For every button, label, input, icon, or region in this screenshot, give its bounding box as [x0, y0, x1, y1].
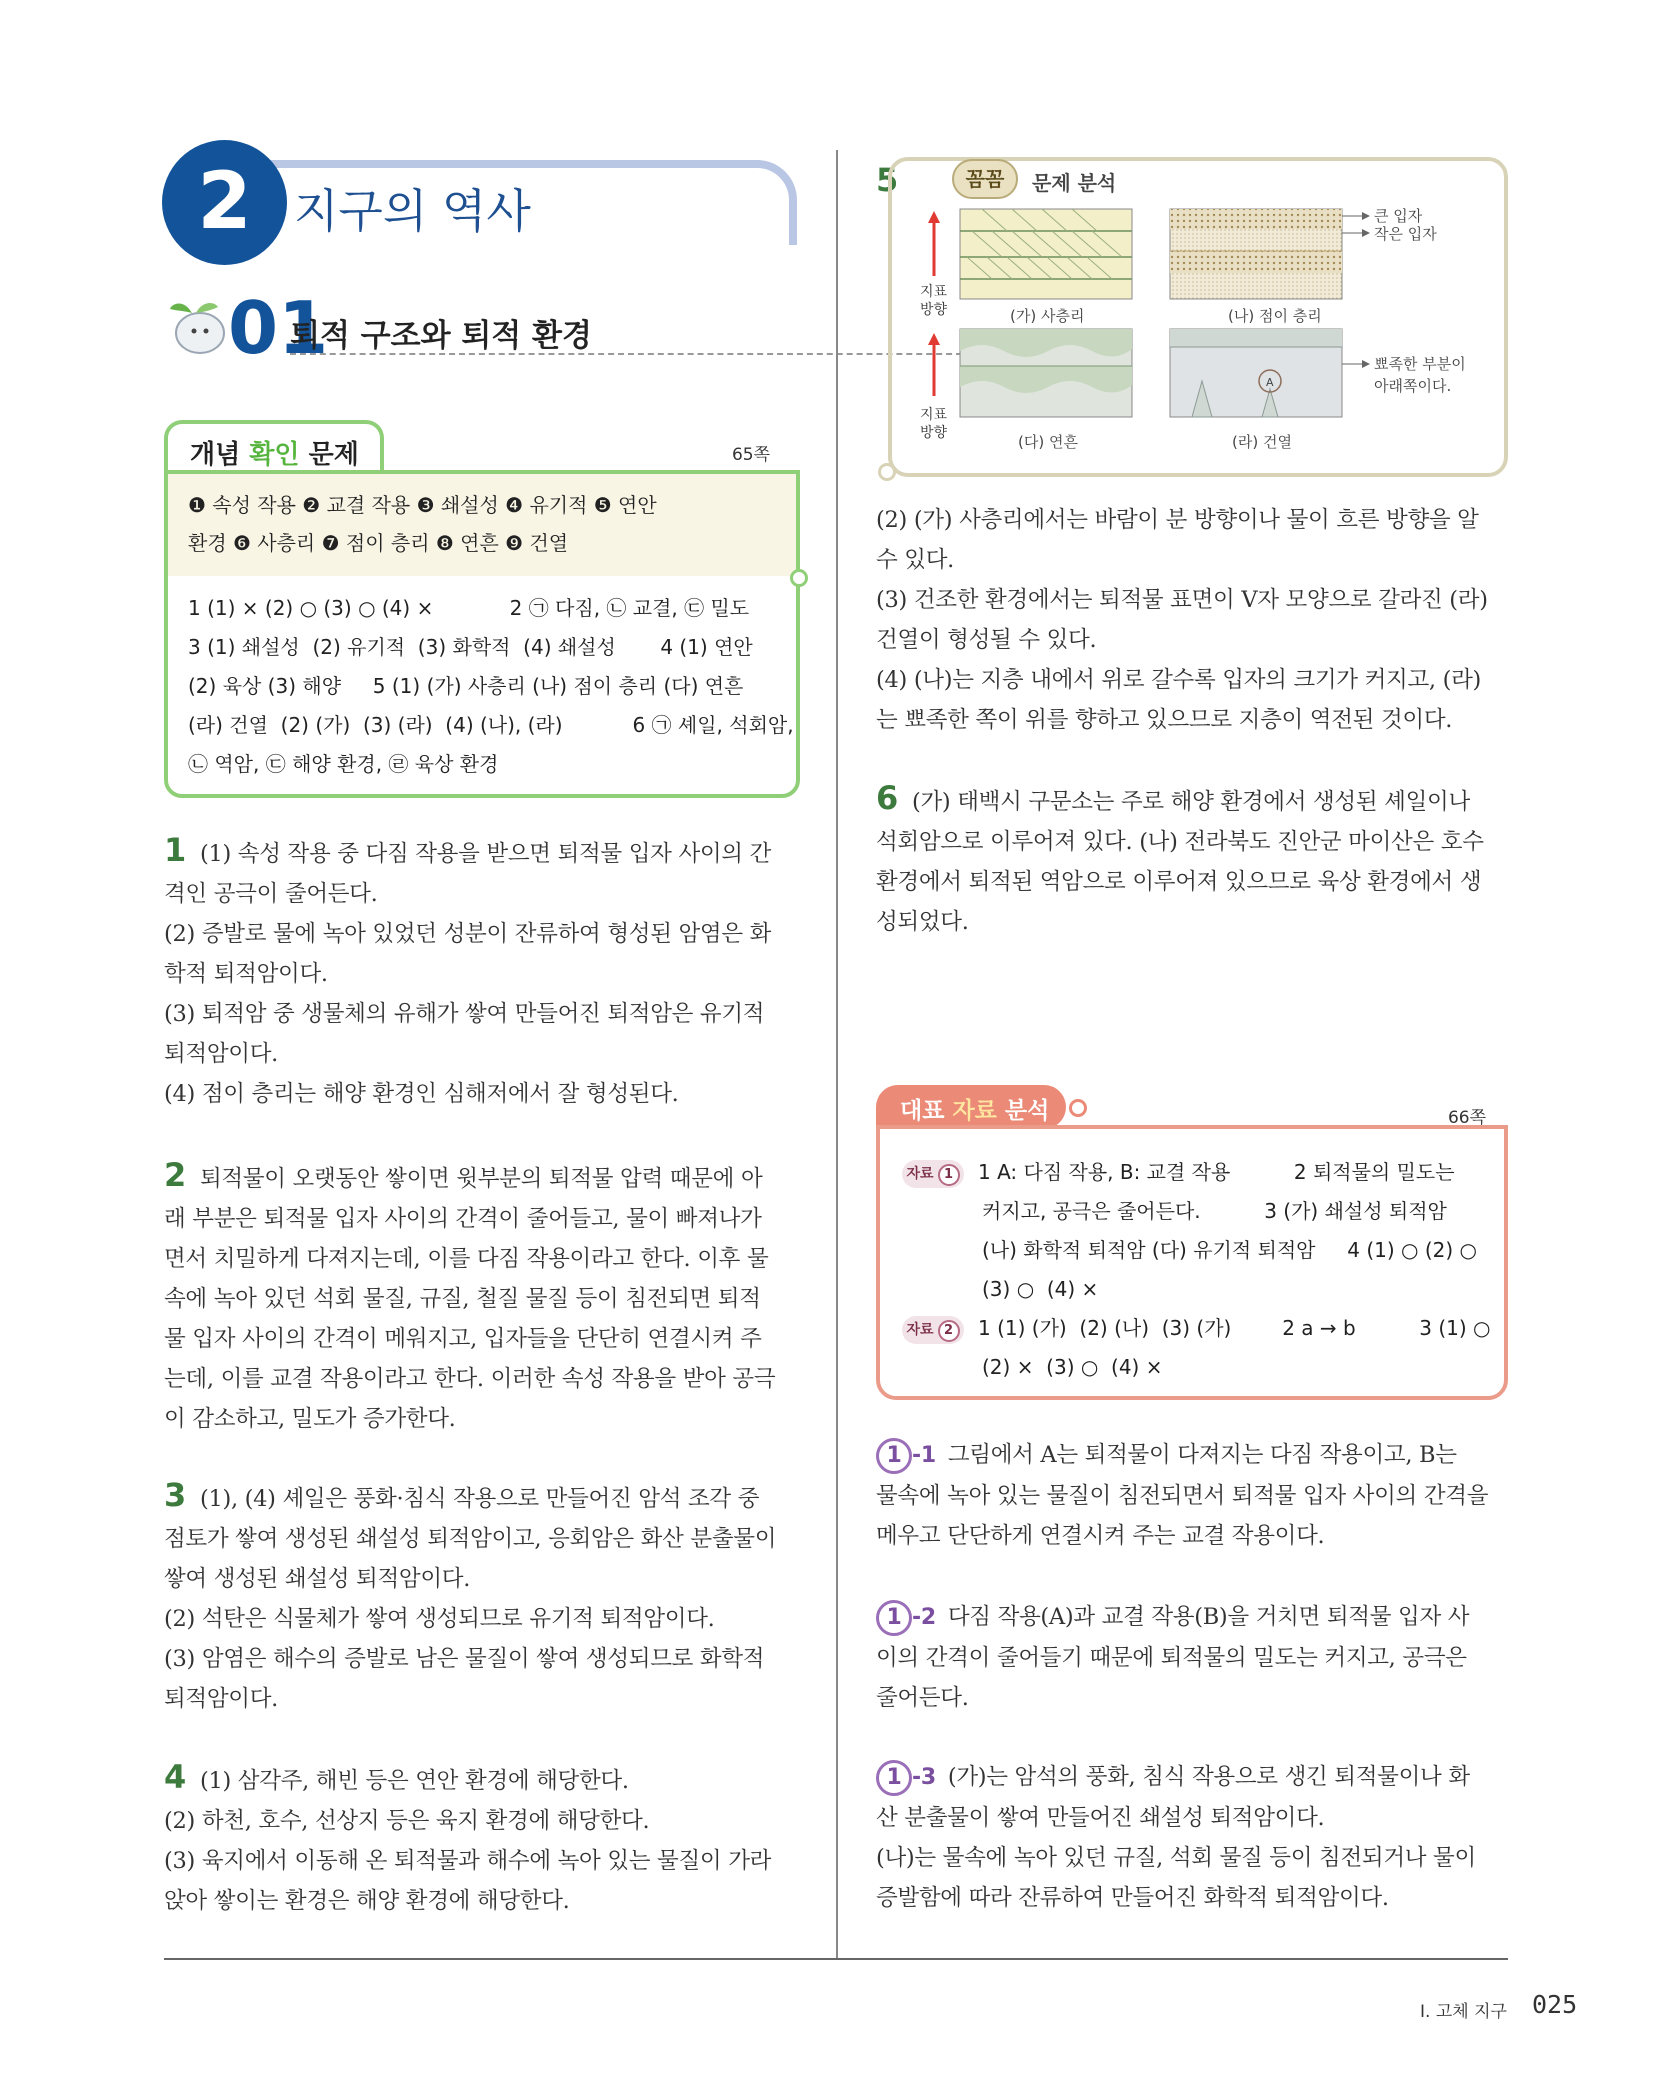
- representative-data-box: [876, 1085, 1508, 1400]
- up-arrow-icon: [928, 333, 940, 345]
- data-2-row: [902, 1309, 1491, 1387]
- badge-number: 2: [938, 1320, 960, 1342]
- concept-page-ref: 65쪽: [731, 445, 770, 465]
- text-line: 앉아 쌓이는 환경은 해양 환경에 해당한다.: [164, 1888, 570, 1914]
- section-number: 01: [228, 286, 329, 370]
- text-line: 물 입자 사이의 간격이 메워지고, 입자들을 단단히 연결시켜 주: [164, 1326, 762, 1352]
- item-number: 5: [876, 161, 899, 199]
- explanation-6: [876, 778, 1512, 942]
- answer-line: ㉡ 역암, ㉢ 해양 환경, ㉣ 육상 환경: [188, 752, 499, 776]
- text-line: 퇴적물이 오랫동안 쌓이면 윗부분의 퇴적물 압력 때문에 아: [199, 1166, 763, 1192]
- explanation-3: [164, 1475, 804, 1719]
- mud-cracks-diagram: [1170, 329, 1466, 451]
- key-terms-line: ❶ 속성 작용 ❷ 교결 작용 ❸ 쇄설성 ❹ 유기적 ❺ 연안: [188, 493, 657, 517]
- text-line: 속에 녹아 있던 석회 물질, 규질, 철질 물질 등이 침전되면 퇴적: [164, 1286, 761, 1312]
- badge-text: 문제 분석: [1032, 171, 1117, 195]
- text-line: 산 분출물이 쌓여 만들어진 쇄설성 퇴적암이다.: [876, 1805, 1325, 1831]
- item-number: 6: [876, 779, 898, 817]
- data-badge: [902, 1316, 964, 1344]
- text-line: 학적 퇴적암이다.: [164, 961, 328, 987]
- text-line: 퇴적암이다.: [164, 1686, 279, 1712]
- text-line: 이 감소하고, 밀도가 증가한다.: [164, 1406, 456, 1432]
- data-explanation-1-1: [876, 1435, 1512, 1556]
- graded-bedding-diagram: [1170, 207, 1437, 325]
- text-line: (나)는 물속에 녹아 있던 규질, 석회 물질 등이 침전되거나 물이: [876, 1845, 1476, 1871]
- surface-label: 지표: [920, 407, 948, 423]
- chapter-number: 2: [162, 140, 287, 265]
- text-line: (2) 석탄은 식물체가 쌓여 생성되므로 유기적 퇴적암이다.: [164, 1606, 715, 1632]
- text-line: (1) 속성 작용 중 다짐 작용을 받으면 퇴적물 입자 사이의 간: [199, 841, 772, 867]
- explanation-5: [876, 500, 1512, 740]
- explanation-2: [164, 1155, 804, 1439]
- title-part: 분석: [996, 1098, 1050, 1124]
- text-line: 증발함에 따라 잔류하여 만들어진 화학적 퇴적암이다.: [876, 1885, 1389, 1911]
- explanation-1: [164, 830, 804, 1114]
- badge-label: 꼼꼼: [952, 159, 1018, 199]
- text-line: (3) 퇴적암 중 생물체의 유해가 쌓여 만들어진 퇴적암은 유기적: [164, 1001, 765, 1027]
- text-line: 면서 치밀하게 다져지는데, 이를 다짐 작용이라고 한다. 이후 물: [164, 1246, 769, 1272]
- legend-label: 큰 입자: [1374, 207, 1423, 225]
- figure-caption: (나) 점이 층리: [1228, 307, 1322, 325]
- rep-box-title: [876, 1085, 1066, 1129]
- footer-unit: I. 고체 지구: [1420, 2002, 1507, 2022]
- item-number: 3: [164, 1476, 186, 1514]
- text-line: (가) 태백시 구문소는 주로 해양 환경에서 생성된 셰일이나: [911, 789, 1470, 815]
- key-terms: [168, 474, 796, 576]
- text-line: 는 뾰족한 쪽이 위를 향하고 있으므로 지층이 역전된 것이다.: [876, 707, 1453, 733]
- box-connector-dot: [1069, 1099, 1087, 1117]
- data-1-row: [902, 1153, 1477, 1309]
- text-line: (2) × (3) ○ (4) ×: [982, 1355, 1163, 1379]
- problem-analysis-box: [876, 155, 1508, 485]
- text-line: 줄어든다.: [876, 1685, 969, 1711]
- figure-caption: (라) 건열: [1232, 433, 1292, 451]
- answer-line: 1 (1) × (2) ○ (3) ○ (4) × 2 ㉠ 다짐, ㉡ 교결, ㉢ 밀도: [188, 596, 750, 620]
- sub-number: -1: [912, 1443, 936, 1468]
- text-line: (4) 점이 층리는 해양 환경인 심해저에서 잘 형성된다.: [164, 1081, 679, 1107]
- sub-number: -3: [912, 1765, 936, 1790]
- analysis-frame: [888, 157, 1508, 477]
- text-line: 1 A: 다짐 작용, B: 교결 작용 2 퇴적물의 밀도는: [978, 1160, 1455, 1184]
- text-line: (3) 건조한 환경에서는 퇴적물 표면이 V자 모양으로 갈라진 (라): [876, 587, 1488, 613]
- badge-number: 1: [938, 1164, 960, 1186]
- annotation: 뾰족한 부분이: [1374, 355, 1466, 373]
- sprout-mascot-icon: [162, 295, 232, 355]
- box-connector-dot: [878, 463, 896, 481]
- answer-line: (라) 건열 (2) (가) (3) (라) (4) (나), (라) 6 ㉠ 셰일, 석회암,: [188, 713, 794, 737]
- text-line: (4) (나)는 지층 내에서 위로 갈수록 입자의 크기가 커지고, (라): [876, 667, 1481, 693]
- concept-check-box: [164, 420, 800, 798]
- data-number-badge: 1: [876, 1760, 912, 1796]
- rep-box-body: [876, 1125, 1508, 1400]
- explanation-4: [164, 1757, 804, 1921]
- text-line: (나) 화학적 퇴적암 (다) 유기적 퇴적암 4 (1) ○ (2) ○: [982, 1238, 1477, 1262]
- text-line: 메우고 단단하게 연결시켜 주는 교결 작용이다.: [876, 1523, 1325, 1549]
- text-line: 래 부분은 퇴적물 입자 사이의 간격이 줄어들고, 물이 빠져나가: [164, 1206, 762, 1232]
- title-highlight: 자료: [952, 1098, 997, 1124]
- title-part: 문제: [299, 440, 359, 470]
- badge-label: 자료: [906, 1321, 934, 1338]
- text-line: (3) ○ (4) ×: [982, 1277, 1099, 1301]
- column-divider: [836, 150, 838, 1960]
- title-part: 대표: [900, 1098, 953, 1124]
- chapter-header: [162, 140, 802, 260]
- answer-line: (2) 육상 (3) 해양 5 (1) (가) 사층리 (나) 점이 층리 (다) 연흔: [188, 674, 744, 698]
- text-line: (3) 육지에서 이동해 온 퇴적물과 해수에 녹아 있는 물질이 가라: [164, 1848, 772, 1874]
- chapter-title: 지구의 역사: [294, 184, 531, 238]
- figure-caption: (다) 연흔: [1018, 433, 1078, 451]
- text-line: (2) 하천, 호수, 선상지 등은 육지 환경에 해당한다.: [164, 1808, 650, 1834]
- box-connector-dot: [790, 569, 808, 587]
- text-line: 쌓여 생성된 쇄설성 퇴적암이다.: [164, 1566, 471, 1592]
- text-line: 점토가 쌓여 생성된 쇄설성 퇴적암이고, 응회암은 화산 분출물이: [164, 1526, 777, 1552]
- text-line: 1 (1) (가) (2) (나) (3) (가) 2 a → b 3 (1) ○: [978, 1316, 1491, 1340]
- text-line: (2) (가) 사층리에서는 바람이 분 방향이나 물이 흐른 방향을 알: [876, 507, 1479, 533]
- text-line: (1), (4) 셰일은 풍화·침식 작용으로 만들어진 암석 조각 중: [199, 1486, 760, 1512]
- text-line: (가)는 암석의 풍화, 침식 작용으로 생긴 퇴적물이나 화: [947, 1764, 1470, 1790]
- text-line: 그림에서 A는 퇴적물이 다져지는 다짐 작용이고, B는: [947, 1442, 1457, 1468]
- concept-box-body: [164, 470, 800, 798]
- text-line: (3) 암염은 해수의 증발로 남은 물질이 쌓여 생성되므로 화학적: [164, 1646, 765, 1672]
- data-badge: [902, 1160, 964, 1188]
- text-line: 커지고, 공극은 줄어든다. 3 (가) 쇄설성 퇴적암: [982, 1199, 1447, 1223]
- item-number: 1: [164, 831, 186, 869]
- answer-list: [188, 589, 794, 784]
- text-line: 환경에서 퇴적된 역암으로 이루어져 있으므로 육상 환경에서 생: [876, 869, 1482, 895]
- title-highlight: 확인: [249, 440, 300, 470]
- item-number: 4: [164, 1758, 186, 1796]
- text-line: 수 있다.: [876, 547, 955, 573]
- text-line: (1) 삼각주, 해빈 등은 연안 환경에 해당한다.: [199, 1768, 629, 1794]
- page-number: 025: [1532, 1990, 1578, 2019]
- annotation: 아래쪽이다.: [1374, 377, 1452, 395]
- data-number-badge: 1: [876, 1600, 912, 1636]
- data-explanation-1-3: [876, 1757, 1512, 1918]
- section-title: 퇴적 구조와 퇴적 환경: [290, 318, 592, 354]
- rep-page-ref: 66쪽: [1447, 1108, 1486, 1128]
- legend-label: 작은 입자: [1374, 225, 1437, 243]
- answer-line: 3 (1) 쇄설성 (2) 유기적 (3) 화학적 (4) 쇄설성 4 (1) 연안: [188, 635, 753, 659]
- sub-number: -2: [912, 1605, 936, 1630]
- text-line: 격인 공극이 줄어든다.: [164, 881, 378, 907]
- cross-bedding-diagram: [920, 209, 1132, 325]
- surface-label: 방향: [920, 425, 948, 441]
- section-header: [162, 286, 802, 370]
- surface-label: 지표: [920, 284, 948, 300]
- text-line: 이의 간격이 줄어들기 때문에 퇴적물의 밀도는 커지고, 공극은: [876, 1645, 1467, 1671]
- bottom-rule: [164, 1958, 1508, 1960]
- data-number-badge: 1: [876, 1438, 912, 1474]
- data-explanation-1-2: [876, 1597, 1512, 1718]
- text-line: (2) 증발로 물에 녹아 있었던 성분이 잔류하여 형성된 암염은 화: [164, 921, 772, 947]
- text-line: 다짐 작용(A)과 교결 작용(B)을 거치면 퇴적물 입자 사: [947, 1604, 1470, 1630]
- circle-label: A: [1266, 376, 1274, 389]
- item-number: 2: [164, 1156, 186, 1194]
- text-line: 석회암으로 이루어져 있다. (나) 전라북도 진안군 마이산은 호수: [876, 829, 1484, 855]
- surface-label: 방향: [920, 302, 948, 318]
- ripple-marks-diagram: [920, 329, 1132, 451]
- figure-caption: (가) 사층리: [1010, 307, 1085, 325]
- badge-label: 자료: [906, 1165, 934, 1182]
- text-line: 퇴적암이다.: [164, 1041, 279, 1067]
- text-line: 물속에 녹아 있는 물질이 침전되면서 퇴적물 입자 사이의 간격을: [876, 1483, 1489, 1509]
- up-arrow-icon: [928, 211, 940, 223]
- sedimentary-structures-figure: [912, 201, 1512, 476]
- text-line: 성되었다.: [876, 909, 969, 935]
- title-part: 개념: [190, 440, 250, 470]
- section-underline: [290, 353, 962, 355]
- text-line: 는데, 이를 교결 작용이라고 한다. 이러한 속성 작용을 받아 공극: [164, 1366, 776, 1392]
- text-line: 건열이 형성될 수 있다.: [876, 627, 1097, 653]
- key-terms-line: 환경 ❻ 사층리 ❼ 점이 층리 ❽ 연흔 ❾ 건열: [188, 531, 569, 555]
